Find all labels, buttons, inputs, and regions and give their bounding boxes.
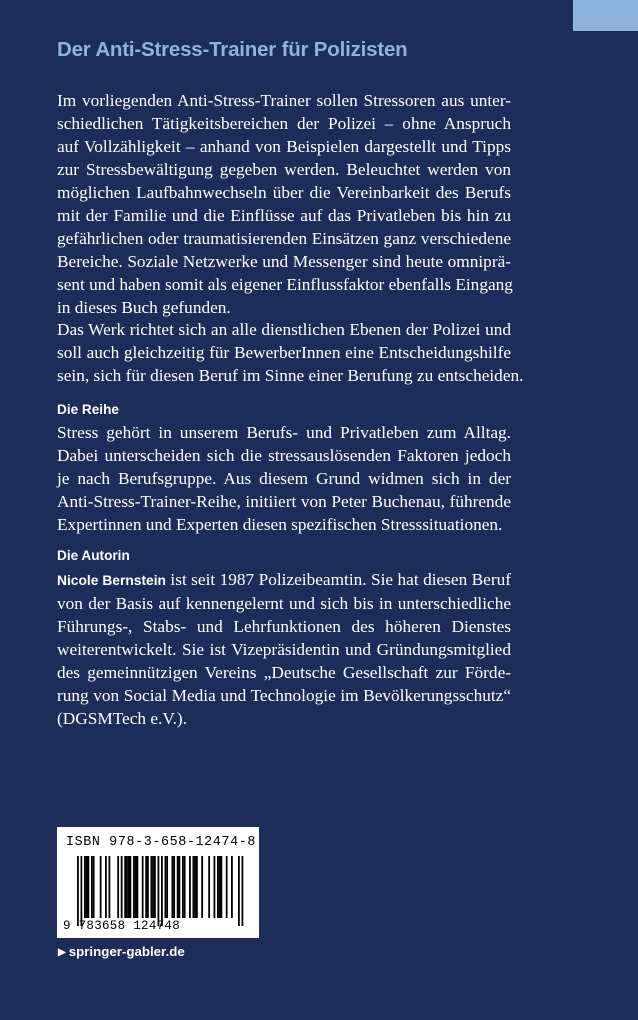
author-heading: Die Autorin xyxy=(57,548,130,563)
text-line: weiterentwickelt. Sie ist Vizepräsidentin und Gründungsmitglied xyxy=(57,640,511,659)
author-first-line-rest: ist seit 1987 Polizeibeamtin. Sie hat diesen Beruf xyxy=(165,570,511,589)
barcode-bar xyxy=(154,856,156,918)
text-line: zur Stressbewältigung gegeben werden. Beleuchtet werden von xyxy=(57,160,511,179)
text-line: Stress gehört in unserem Berufs- und Privatleben zum Alltag. xyxy=(57,423,511,442)
barcode-bar xyxy=(214,856,216,918)
text-line: Im vorliegenden Anti-Stress-Trainer sollen Stressoren aus unter- xyxy=(57,91,511,110)
text-line: rung von Social Media und Technologie im Bevölkerungsschutz“ xyxy=(57,686,511,705)
text-line: schiedlichen Tätigkeitsbereichen der Polizei – ohne Anspruch xyxy=(57,114,511,133)
text-line: von der Basis auf kennengelernt und sich bis in unterschiedliche xyxy=(57,594,511,613)
barcode-bar xyxy=(93,856,95,918)
barcode-bar xyxy=(121,856,123,918)
barcode-bar xyxy=(189,856,191,918)
text-line: Expertinnen und Experten diesen spezifischen Stresssituationen. xyxy=(57,515,503,534)
barcode-bar xyxy=(86,856,88,918)
barcode-bar xyxy=(124,856,126,918)
barcode-bar xyxy=(173,856,175,918)
barcode-bar xyxy=(231,856,233,918)
intro-paragraph xyxy=(57,89,511,319)
barcode-bar xyxy=(88,856,90,918)
barcode-bar xyxy=(91,856,93,918)
author-lines xyxy=(57,592,511,730)
text-line: Anti-Stress-Trainer-Reihe, initiiert von Peter Buchenau, führende xyxy=(57,492,511,511)
series-paragraph xyxy=(57,421,511,536)
barcode-bar xyxy=(177,856,179,918)
text-line: (DGSMTech e.V.). xyxy=(57,709,187,728)
publisher-url: springer-gabler.de xyxy=(68,944,185,959)
barcode-bar xyxy=(184,856,186,918)
series-heading: Die Reihe xyxy=(57,402,119,417)
barcode-bar xyxy=(117,856,119,918)
barcode-bar xyxy=(81,856,83,926)
text-line: Das Werk richtet sich an alle dienstlichen Ebenen der Polizei und xyxy=(57,320,511,339)
barcode-bar xyxy=(172,856,174,918)
barcode-bar xyxy=(182,856,184,918)
barcode-bar xyxy=(128,856,130,918)
text-line: des gemeinnützigen Vereins „Deutsche Gesellschaft zur Förde- xyxy=(57,663,511,682)
text-line: Bereiche. Soziale Netzwerke und Messenger sind heute omniprä- xyxy=(57,252,511,271)
text-line: gefährlichen oder traumatisierenden Einsätzen ganz verschiedene xyxy=(57,229,511,248)
barcode-bar xyxy=(196,856,198,918)
barcode-bar xyxy=(217,856,219,918)
barcode-bar xyxy=(152,856,154,918)
isbn-label: ISBN 978-3-658-12474-8 xyxy=(66,835,256,850)
barcode-bar xyxy=(135,856,137,918)
barcode-bar xyxy=(105,856,107,918)
barcode-bar xyxy=(166,856,168,918)
barcode-bar xyxy=(137,856,139,918)
text-line: Dabei unterscheiden sich die stressauslösenden Faktoren jedoch xyxy=(57,446,511,465)
barcode-bar xyxy=(84,856,86,918)
barcode-bar xyxy=(130,856,132,918)
barcode-bar xyxy=(165,856,167,918)
barcode-bar xyxy=(179,856,181,918)
text-line: in dieses Buch gefunden. xyxy=(57,298,231,317)
barcode-bar xyxy=(208,856,210,918)
barcode-bar xyxy=(142,856,144,918)
text-line: mit der Familie und die Einflüsse auf das Privatleben bis hin zu xyxy=(57,206,511,225)
text-line: soll auch gleichzeitig für BewerberInnen eine Entscheidungshilfe xyxy=(57,343,511,362)
ean-digits: 9 783658 124748 xyxy=(63,919,181,933)
barcode-bar xyxy=(145,856,147,918)
barcode-bar xyxy=(158,856,160,926)
barcode-bar xyxy=(193,856,195,918)
barcode-bar xyxy=(221,856,223,918)
barcode-bar xyxy=(77,856,79,926)
barcode-bar xyxy=(242,856,244,926)
barcode-bar xyxy=(151,856,153,918)
author-name: Nicole Bernstein xyxy=(57,573,166,588)
author-first-line xyxy=(57,568,511,592)
barcode-bar xyxy=(161,856,163,926)
arrow-right-icon: ▶ xyxy=(58,947,66,958)
barcode-bar xyxy=(100,856,102,918)
accent-tab xyxy=(573,0,638,31)
barcode-bar xyxy=(219,856,221,918)
barcode-bar xyxy=(238,856,240,926)
barcode-bar xyxy=(201,856,203,918)
barcode-bar xyxy=(133,856,135,918)
barcode-bar xyxy=(109,856,111,918)
barcode-bar xyxy=(147,856,149,918)
text-line: auf Vollzähligkeit – anhand von Beispielen dargestellt und Tipps xyxy=(57,137,511,156)
text-line: sein, sich für diesen Beruf im Sinne einer Berufung zu entscheiden. xyxy=(57,366,524,385)
publisher-link[interactable] xyxy=(58,944,185,959)
text-line: sent und haben somit als eigener Einflussfaktor ebenfalls Eingang xyxy=(57,275,513,294)
author-paragraph xyxy=(57,568,511,730)
audience-paragraph xyxy=(57,318,524,387)
barcode-bar xyxy=(126,856,128,918)
barcode-bar xyxy=(194,856,196,918)
book-title: Der Anti-Stress-Trainer für Polizisten xyxy=(57,38,408,61)
text-line: je nach Berufsgruppe. Aus diesem Grund widmen sich in der xyxy=(57,469,511,488)
barcode-bar xyxy=(226,856,228,918)
text-line: Führungs-, Stabs- und Lehrfunktionen des höheren Dienstes xyxy=(57,617,511,636)
isbn-barcode xyxy=(57,827,259,938)
text-line: möglichen Laufbahnwechseln über die Vereinbarkeit des Berufs xyxy=(57,183,511,202)
